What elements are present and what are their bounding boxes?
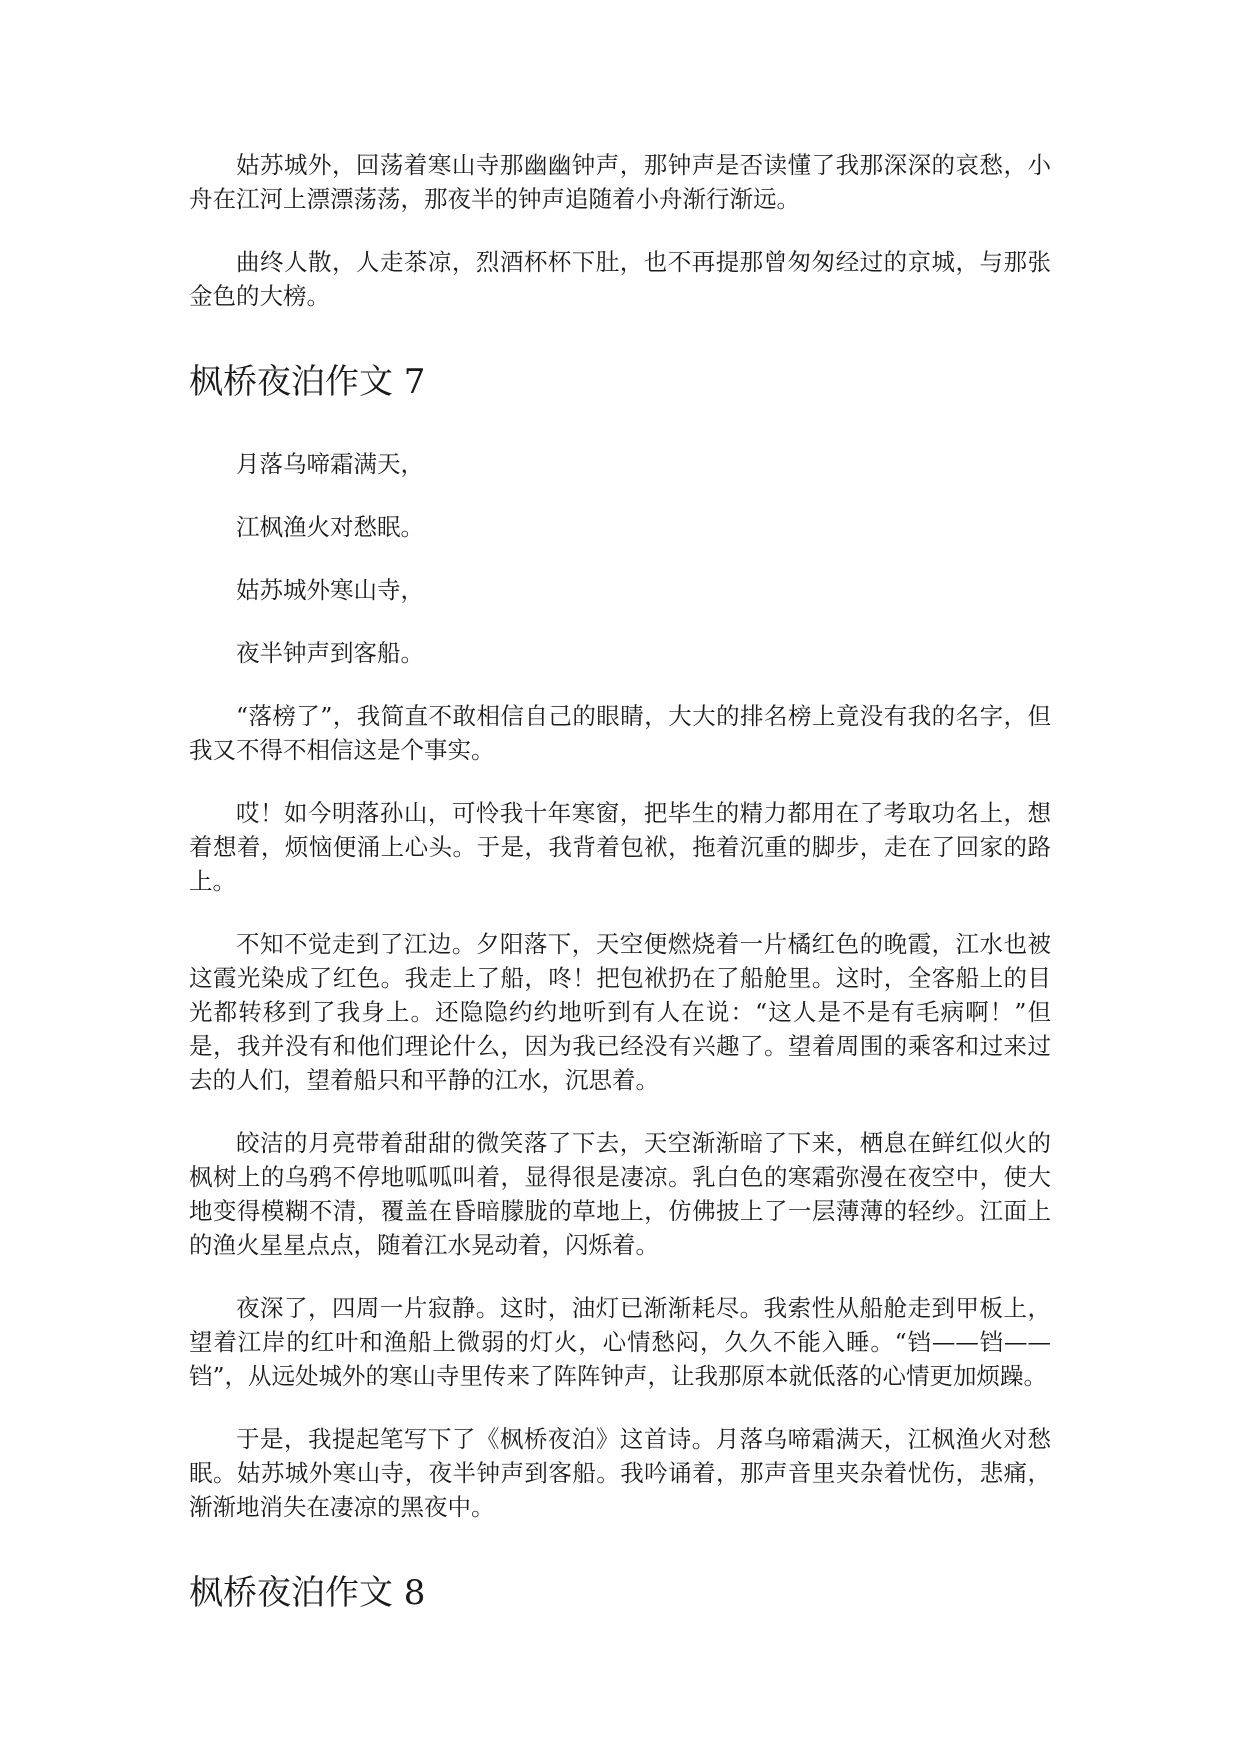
paragraph: 夜深了，四周一片寂静。这时，油灯已渐渐耗尽。我索性从船舱走到甲板上，望着江岸的红叶和渔船上微弱的灯火，心情愁闷，久久不能入睡。“铛——铛——铛”，从远处城外的寒山寺里传来了阵阵钟声，让我那原本就低落的心情更加烦躁。 [189, 1294, 1051, 1390]
poem-line: 姑苏城外寒山寺， [236, 576, 424, 604]
section-heading-7: 枫桥夜泊作文 7 [189, 362, 426, 402]
poem-line: 江枫渔火对愁眠。 [236, 513, 424, 541]
section-heading-8: 枫桥夜泊作文 8 [189, 1573, 426, 1613]
paragraph: 姑苏城外，回荡着寒山寺那幽幽钟声，那钟声是否读懂了我那深深的哀愁，小舟在江河上漂漂荡荡，那夜半的钟声追随着小舟渐行渐远。 [189, 151, 1051, 213]
poem-line: 夜半钟声到客船。 [236, 639, 424, 667]
paragraph: 哎！如今明落孙山，可怜我十年寒窗，把毕生的精力都用在了考取功名上，想着想着，烦恼便涌上心头。于是，我背着包袱，拖着沉重的脚步，走在了回家的路上。 [189, 799, 1051, 895]
document-page [189, 148, 1051, 1658]
paragraph: 皎洁的月亮带着甜甜的微笑落了下去，天空渐渐暗了下来，栖息在鲜红似火的枫树上的乌鸦不停地呱呱叫着，显得很是凄凉。乳白色的寒霜弥漫在夜空中，使大地变得模糊不清，覆盖在昏暗朦胧的草地上，仿佛披上了一层薄薄的轻纱。江面上的渔火星星点点，随着江水晃动着，闪烁着。 [189, 1129, 1051, 1259]
paragraph: 不知不觉走到了江边。夕阳落下，天空便燃烧着一片橘红色的晚霞，江水也被这霞光染成了红色。我走上了船，咚！把包袱扔在了船舱里。这时，全客船上的目光都转移到了我身上。还隐隐约约地听到有人在说：“这人是不是有毛病啊！”但是，我并没有和他们理论什么，因为我已经没有兴趣了。望着周围的乘客和过来过去的人们，望着船只和平静的江水，沉思着。 [189, 930, 1051, 1094]
poem-line: 月落乌啼霜满天， [236, 450, 424, 478]
paragraph: “落榜了”，我简直不敢相信自己的眼睛，大大的排名榜上竟没有我的名字，但我又不得不相信这是个事实。 [189, 702, 1051, 764]
paragraph: 于是，我提起笔写下了《枫桥夜泊》这首诗。月落乌啼霜满天，江枫渔火对愁眠。姑苏城外寒山寺，夜半钟声到客船。我吟诵着，那声音里夹杂着忧伤，悲痛，渐渐地消失在凄凉的黑夜中。 [189, 1425, 1051, 1521]
paragraph: 曲终人散，人走茶凉，烈酒杯杯下肚，也不再提那曾匆匆经过的京城，与那张金色的大榜。 [189, 248, 1051, 310]
